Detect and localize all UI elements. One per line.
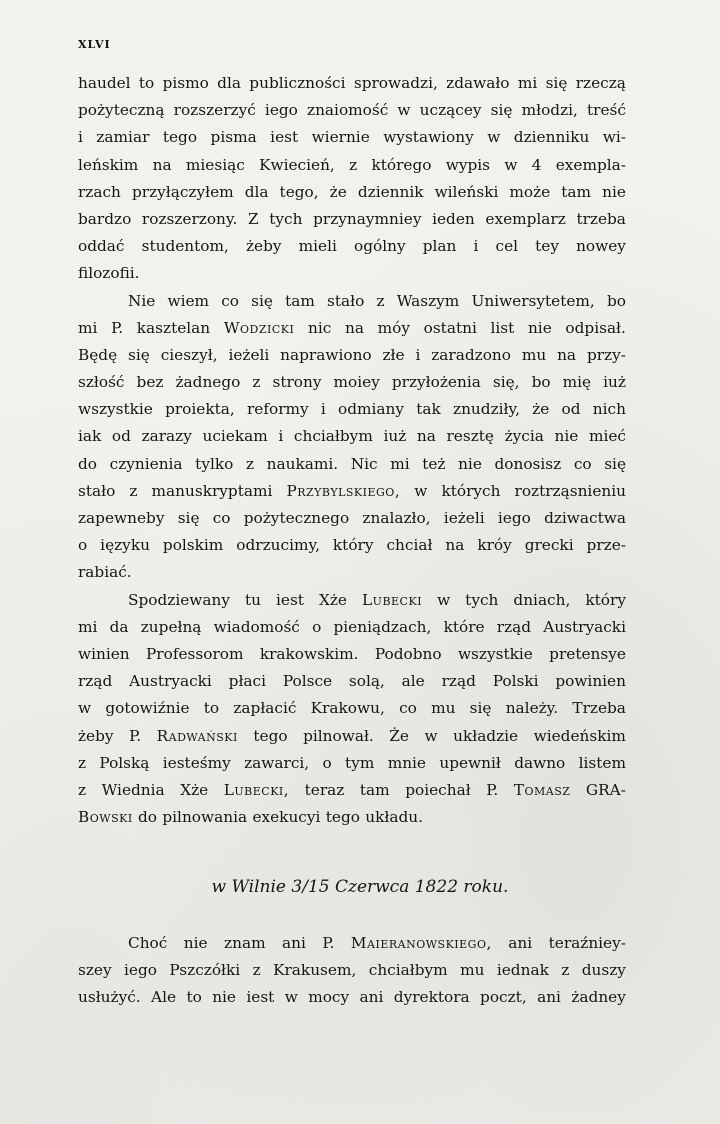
- text-line: mi P. kasztelan Wodzicki nic na móy ostatni list nie odpisał.: [78, 318, 626, 337]
- text-line: o ięzyku polskim odrzucimy, który chciał na króy grecki prze-: [78, 536, 626, 555]
- text-line: z Polską iesteśmy zawarci, o tym mnie upewnił dawno listem: [78, 753, 626, 772]
- final-paragraph: [78, 930, 626, 1012]
- text-line: leńskim na miesiąc Kwiecień, z którego wypis w 4 exempla-: [78, 155, 626, 174]
- text-line: Będę się cieszył, ieżeli naprawiono złe i zaradzono mu na przy-: [78, 345, 626, 364]
- text-line: rzach przyłączyłem dla tego, że dziennik wileński może tam nie: [78, 182, 626, 201]
- text-line: Choć nie znam ani P. Maieranowskiego, ani teraźniey-: [128, 934, 626, 952]
- text-line: filozofii.: [78, 264, 140, 283]
- text-line: szłość bez żadnego z strony moiey przyłożenia się, bo mię iuż: [78, 373, 626, 392]
- page-number: XLVI: [78, 38, 111, 51]
- text-line: żeby P. Radwański tego pilnował. Że w układzie wiedeńskim: [78, 726, 626, 745]
- text-line: zapewneby się co pożytecznego znalazło, ieżeli iego dziwactwa: [78, 509, 626, 527]
- text-line: Spodziewany tu iest Xże Lubecki w tych dniach, który: [128, 590, 626, 609]
- text-line: pożyteczną rozszerzyć iego znaiomość w uczącey się młodzi, treść: [78, 101, 626, 120]
- text-line: mi da zupełną wiadomość o pieniądzach, które rząd Austryacki: [78, 617, 626, 636]
- text-line: z Wiednia Xże Lubecki, teraz tam poiechał P. Tomasz GRA-: [78, 780, 626, 799]
- text-line: szey iego Pszczółki z Krakusem, chciałbym mu iednak z duszy: [78, 961, 626, 980]
- text-line: do czynienia tylko z naukami. Nic mi też nie donosisz co się: [78, 454, 626, 473]
- text-line: stało z manuskryptami Przybylskiego, w których roztrząsnieniu: [78, 481, 626, 500]
- text-line: i zamiar tego pisma iest wiernie wystawiony w dzienniku wi-: [78, 128, 626, 147]
- text-line: oddać studentom, żeby mieli ogólny plan i cel tey nowey: [78, 237, 626, 256]
- text-line: usłużyć. Ale to nie iest w mocy ani dyrektora poczt, ani żadney: [78, 988, 626, 1007]
- text-line: rabiać.: [78, 563, 132, 582]
- text-line: iak od zarazy uciekam i chciałbym iuż na resztę życia nie mieć: [78, 427, 626, 446]
- letter-heading: w Wilnie 3/15 Czerwca 1822 roku.: [211, 877, 509, 897]
- text-line: bardzo rozszerzony. Z tych przynaymniey ieden exemplarz trzeba: [78, 209, 626, 228]
- letter-body: [78, 70, 626, 831]
- text-line: rząd Austryacki płaci Polsce solą, ale rząd Polski powinien: [78, 672, 626, 691]
- text-line: haudel to pismo dla publiczności sprowadzi, zdawało mi się rzeczą: [78, 74, 626, 92]
- text-line: Bowski do pilnowania exekucyi tego układu.: [78, 808, 424, 827]
- text-line: wszystkie proiekta, reformy i odmiany tak znudziły, że od nich: [78, 400, 626, 419]
- text-line: winien Professorom krakowskim. Podobno wszystkie pretensye: [78, 644, 626, 663]
- text-line: Nie wiem co się tam stało z Waszym Uniwersytetem, bo: [128, 291, 626, 310]
- text-line: w gotowiźnie to zapłacić Krakowu, co mu się należy. Trzeba: [78, 699, 626, 718]
